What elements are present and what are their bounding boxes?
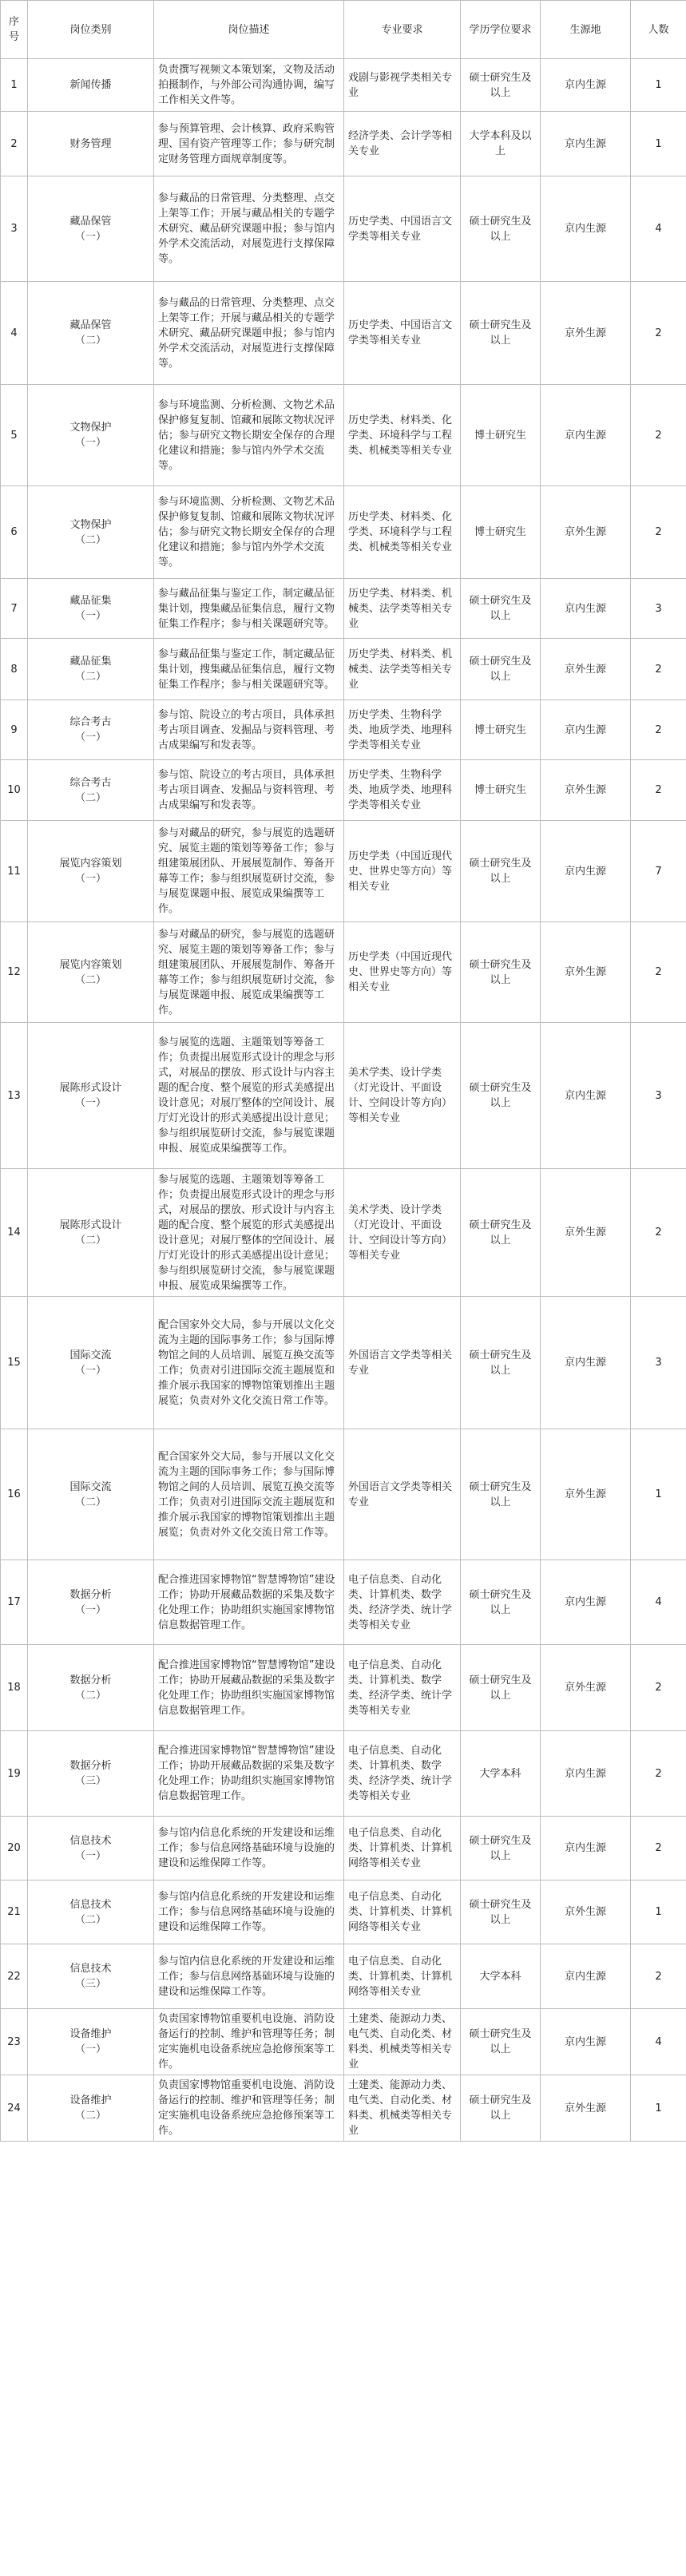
cell-major: 美术学类、设计学类（灯光设计、平面设计、空间设计等方向）等相关专业	[344, 1169, 461, 1297]
cell-description: 参与藏品的日常管理、分类整理、点交上架等工作；开展与藏品相关的专题学术研究、藏品研究课题申报；参与馆内外学术交流活动，对展览进行支撑保障等。	[154, 282, 344, 385]
cell-description: 参与预算管理、会计核算、政府采购管理、国有资产管理等工作；参与研究制定财务管理方面规章制度等。	[154, 112, 344, 176]
table-row	[1, 486, 686, 579]
cell-major: 外国语言文学类等相关专业	[344, 1297, 461, 1429]
cell-description: 参与环境监测、分析检测、文物艺术品保护修复复制、馆藏和展陈文物状况评估；参与研究文物长期安全保存的合理化建议和措施；参与馆内外学术交流等。	[154, 385, 344, 486]
cell-count: 1	[631, 1880, 686, 1944]
cell-major: 电子信息类、自动化类、计算机类、数学类、经济学类、统计学类等相关专业	[344, 1645, 461, 1731]
table-row	[1, 282, 686, 385]
cell-count: 2	[631, 760, 686, 821]
table-row	[1, 922, 686, 1023]
cell-major: 电子信息类、自动化类、计算机类、计算机网络等相关专业	[344, 1817, 461, 1880]
cell-category: 财务管理	[28, 112, 154, 176]
cell-origin: 京内生源	[541, 821, 631, 922]
cell-degree: 硕士研究生及以上	[461, 1880, 541, 1944]
cell-count: 2	[631, 922, 686, 1023]
table-row	[1, 1880, 686, 1944]
cell-major: 历史学类（中国近现代史、世界史等方向）等相关专业	[344, 821, 461, 922]
cell-no: 22	[1, 1944, 28, 2009]
cell-major: 历史学类、生物科学类、地质学类、地理科学类等相关专业	[344, 760, 461, 821]
cell-count: 2	[631, 1645, 686, 1731]
cell-major: 历史学类、生物科学类、地质学类、地理科学类等相关专业	[344, 700, 461, 760]
cell-count: 4	[631, 176, 686, 282]
cell-origin: 京内生源	[541, 385, 631, 486]
cell-category: 藏品征集 （一）	[28, 579, 154, 639]
cell-origin: 京内生源	[541, 579, 631, 639]
cell-origin: 京内生源	[541, 1944, 631, 2009]
cell-major: 历史学类、材料类、化学类、环境科学与工程类、机械类等相关专业	[344, 486, 461, 579]
cell-no: 10	[1, 760, 28, 821]
cell-no: 3	[1, 176, 28, 282]
table-row	[1, 821, 686, 922]
cell-count: 3	[631, 1023, 686, 1169]
header-count: 人数	[631, 1, 686, 59]
table-row	[1, 385, 686, 486]
table-row	[1, 112, 686, 176]
cell-major: 外国语言文学类等相关专业	[344, 1429, 461, 1560]
cell-no: 18	[1, 1645, 28, 1731]
cell-count: 2	[631, 1731, 686, 1817]
table-row	[1, 639, 686, 700]
cell-no: 6	[1, 486, 28, 579]
cell-category: 国际交流 （一）	[28, 1297, 154, 1429]
cell-count: 2	[631, 700, 686, 760]
cell-origin: 京内生源	[541, 112, 631, 176]
cell-category: 信息技术 （一）	[28, 1817, 154, 1880]
cell-no: 7	[1, 579, 28, 639]
cell-major: 历史学类、中国语言文学类等相关专业	[344, 282, 461, 385]
cell-degree: 大学本科	[461, 1731, 541, 1817]
cell-description: 配合推进国家博物馆“智慧博物馆”建设工作；协助开展藏品数据的采集及数字化处理工作；协助组织实施国家博物馆信息数据管理工作。	[154, 1731, 344, 1817]
cell-origin: 京内生源	[541, 1560, 631, 1645]
cell-origin: 京外生源	[541, 639, 631, 700]
cell-degree: 硕士研究生及以上	[461, 821, 541, 922]
cell-count: 7	[631, 821, 686, 922]
cell-degree: 博士研究生	[461, 700, 541, 760]
table-header	[1, 1, 686, 59]
cell-no: 12	[1, 922, 28, 1023]
table-row	[1, 1817, 686, 1880]
cell-origin: 京内生源	[541, 1731, 631, 1817]
header-category: 岗位类别	[28, 1, 154, 59]
cell-major: 电子信息类、自动化类、计算机类、计算机网络等相关专业	[344, 1880, 461, 1944]
table-row	[1, 579, 686, 639]
cell-description: 配合推进国家博物馆“智慧博物馆”建设工作；协助开展藏品数据的采集及数字化处理工作；协助组织实施国家博物馆信息数据管理工作。	[154, 1645, 344, 1731]
cell-major: 电子信息类、自动化类、计算机类、数学类、经济学类、统计学类等相关专业	[344, 1560, 461, 1645]
cell-no: 19	[1, 1731, 28, 1817]
header-degree: 学历学位要求	[461, 1, 541, 59]
cell-major: 历史学类、材料类、机械类、法学类等相关专业	[344, 579, 461, 639]
cell-origin: 京外生源	[541, 1645, 631, 1731]
cell-no: 2	[1, 112, 28, 176]
cell-major: 历史学类、材料类、化学类、环境科学与工程类、机械类等相关专业	[344, 385, 461, 486]
cell-no: 21	[1, 1880, 28, 1944]
table-row	[1, 760, 686, 821]
cell-degree: 硕士研究生及以上	[461, 639, 541, 700]
cell-no: 14	[1, 1169, 28, 1297]
cell-degree: 硕士研究生及以上	[461, 579, 541, 639]
cell-description: 参与馆内信息化系统的开发建设和运维工作；参与信息网络基础环境与设施的建设和运维保障工作等。	[154, 1944, 344, 2009]
cell-degree: 硕士研究生及以上	[461, 59, 541, 112]
cell-no: 11	[1, 821, 28, 922]
cell-origin: 京内生源	[541, 59, 631, 112]
table-row	[1, 1645, 686, 1731]
cell-degree: 硕士研究生及以上	[461, 2075, 541, 2142]
cell-category: 文物保护 （二）	[28, 486, 154, 579]
header-no: 序号	[1, 1, 28, 59]
cell-origin: 京内生源	[541, 1817, 631, 1880]
cell-major: 电子信息类、自动化类、计算机类、数学类、经济学类、统计学类等相关专业	[344, 1731, 461, 1817]
cell-description: 负责撰写视频文本策划案，文物及活动拍摄制作，与外部公司沟通协调，编写工作相关文件等。	[154, 59, 344, 112]
cell-no: 13	[1, 1023, 28, 1169]
cell-description: 参与馆、院设立的考古项目，具体承担考古项目调查、发掘品与资料管理、考古成果编写和发表等。	[154, 760, 344, 821]
cell-degree: 硕士研究生及以上	[461, 922, 541, 1023]
cell-major: 土建类、能源动力类、电气类、自动化类、材料类、机械类等相关专业	[344, 2075, 461, 2142]
cell-description: 参与藏品征集与鉴定工作，制定藏品征集计划，搜集藏品征集信息，履行文物征集工作程序；参与相关课题研究等。	[154, 579, 344, 639]
cell-origin: 京外生源	[541, 1429, 631, 1560]
cell-description: 参与馆内信息化系统的开发建设和运维工作；参与信息网络基础环境与设施的建设和运维保障工作等。	[154, 1817, 344, 1880]
cell-major: 历史学类、材料类、机械类、法学类等相关专业	[344, 639, 461, 700]
cell-degree: 硕士研究生及以上	[461, 1429, 541, 1560]
cell-category: 展览内容策划 （二）	[28, 922, 154, 1023]
cell-category: 展陈形式设计 （一）	[28, 1023, 154, 1169]
cell-degree: 硕士研究生及以上	[461, 1023, 541, 1169]
table-row	[1, 176, 686, 282]
cell-no: 1	[1, 59, 28, 112]
cell-count: 2	[631, 385, 686, 486]
cell-count: 2	[631, 1817, 686, 1880]
cell-description: 负责国家博物馆重要机电设施、消防设备运行的控制、维护和管理等任务；制定实施机电设备系统应急抢修预案等工作。	[154, 2075, 344, 2142]
cell-no: 15	[1, 1297, 28, 1429]
cell-no: 23	[1, 2009, 28, 2075]
cell-origin: 京外生源	[541, 760, 631, 821]
cell-category: 藏品保管 （二）	[28, 282, 154, 385]
cell-count: 1	[631, 2075, 686, 2142]
header-description: 岗位描述	[154, 1, 344, 59]
cell-no: 8	[1, 639, 28, 700]
cell-description: 参与对藏品的研究，参与展览的选题研究、展览主题的策划等筹备工作；参与组建策展团队、开展展览制作、筹备开幕等工作；参与组织展览研讨交流，参与展览课题申报、展览成果编撰等工作。	[154, 922, 344, 1023]
table-row	[1, 1169, 686, 1297]
table-row	[1, 1560, 686, 1645]
cell-major: 戏剧与影视学类相关专业	[344, 59, 461, 112]
cell-no: 16	[1, 1429, 28, 1560]
cell-no: 17	[1, 1560, 28, 1645]
cell-major: 美术学类、设计学类（灯光设计、平面设计、空间设计等方向）等相关专业	[344, 1023, 461, 1169]
table-row	[1, 59, 686, 112]
cell-origin: 京外生源	[541, 282, 631, 385]
cell-description: 负责国家博物馆重要机电设施、消防设备运行的控制、维护和管理等任务；制定实施机电设备系统应急抢修预案等工作。	[154, 2009, 344, 2075]
cell-category: 信息技术 （三）	[28, 1944, 154, 2009]
cell-degree: 大学本科及以上	[461, 112, 541, 176]
cell-no: 24	[1, 2075, 28, 2142]
table-row	[1, 1429, 686, 1560]
table-row	[1, 1944, 686, 2009]
cell-description: 参与对藏品的研究，参与展览的选题研究、展览主题的策划等筹备工作；参与组建策展团队、开展展览制作、筹备开幕等工作；参与组织展览研讨交流，参与展览课题申报、展览成果编撰等工作。	[154, 821, 344, 922]
cell-category: 新闻传播	[28, 59, 154, 112]
cell-description: 参与藏品征集与鉴定工作，制定藏品征集计划，搜集藏品征集信息，履行文物征集工作程序；参与相关课题研究等。	[154, 639, 344, 700]
table-row	[1, 700, 686, 760]
cell-description: 参与藏品的日常管理、分类整理、点交上架等工作；开展与藏品相关的专题学术研究、藏品研究课题申报；参与馆内外学术交流活动，对展览进行支撑保障等。	[154, 176, 344, 282]
cell-description: 参与馆、院设立的考古项目，具体承担考古项目调查、发掘品与资料管理、考古成果编写和发表等。	[154, 700, 344, 760]
cell-major: 经济学类、会计学等相关专业	[344, 112, 461, 176]
cell-category: 数据分析 （一）	[28, 1560, 154, 1645]
cell-category: 数据分析 （二）	[28, 1645, 154, 1731]
cell-origin: 京外生源	[541, 1880, 631, 1944]
cell-count: 1	[631, 1429, 686, 1560]
table-row	[1, 2009, 686, 2075]
cell-degree: 硕士研究生及以上	[461, 1817, 541, 1880]
cell-degree: 硕士研究生及以上	[461, 1560, 541, 1645]
cell-origin: 京内生源	[541, 176, 631, 282]
cell-count: 1	[631, 112, 686, 176]
cell-degree: 硕士研究生及以上	[461, 1297, 541, 1429]
cell-major: 土建类、能源动力类、电气类、自动化类、材料类、机械类等相关专业	[344, 2009, 461, 2075]
cell-no: 5	[1, 385, 28, 486]
cell-count: 3	[631, 579, 686, 639]
cell-origin: 京内生源	[541, 1297, 631, 1429]
cell-count: 4	[631, 1560, 686, 1645]
cell-category: 综合考古 （二）	[28, 760, 154, 821]
cell-description: 配合推进国家博物馆“智慧博物馆”建设工作；协助开展藏品数据的采集及数字化处理工作；协助组织实施国家博物馆信息数据管理工作。	[154, 1560, 344, 1645]
cell-degree: 大学本科	[461, 1944, 541, 2009]
cell-count: 4	[631, 2009, 686, 2075]
cell-count: 2	[631, 486, 686, 579]
cell-degree: 硕士研究生及以上	[461, 1169, 541, 1297]
cell-major: 历史学类、中国语言文学类等相关专业	[344, 176, 461, 282]
cell-origin: 京外生源	[541, 922, 631, 1023]
cell-description: 参与展览的选题、主题策划等筹备工作；负责提出展览形式设计的理念与形式，对展品的摆放、形式设计与内容主题的配合度、整个展览的形式美感提出设计意见；对展厅整体的空间设计、展厅灯光设计的形式美感提出设计意见；参与组织展览研讨交流，参与展览课题申报、展览成果编撰等工作。	[154, 1023, 344, 1169]
cell-origin: 京外生源	[541, 2075, 631, 2142]
cell-degree: 硕士研究生及以上	[461, 1645, 541, 1731]
cell-origin: 京外生源	[541, 486, 631, 579]
header-origin: 生源地	[541, 1, 631, 59]
table-row	[1, 1731, 686, 1817]
cell-category: 设备维护 （二）	[28, 2075, 154, 2142]
cell-major: 电子信息类、自动化类、计算机类、计算机网络等相关专业	[344, 1944, 461, 2009]
cell-origin: 京外生源	[541, 1169, 631, 1297]
header-major: 专业要求	[344, 1, 461, 59]
table-row	[1, 1023, 686, 1169]
cell-major: 历史学类（中国近现代史、世界史等方向）等相关专业	[344, 922, 461, 1023]
cell-category: 国际交流 （二）	[28, 1429, 154, 1560]
cell-degree: 硕士研究生及以上	[461, 282, 541, 385]
cell-degree: 硕士研究生及以上	[461, 2009, 541, 2075]
table-body	[1, 59, 686, 2142]
cell-category: 展览内容策划 （一）	[28, 821, 154, 922]
cell-category: 展陈形式设计 （二）	[28, 1169, 154, 1297]
cell-category: 数据分析 （三）	[28, 1731, 154, 1817]
cell-category: 藏品保管 （一）	[28, 176, 154, 282]
cell-category: 信息技术 （二）	[28, 1880, 154, 1944]
cell-count: 1	[631, 59, 686, 112]
table-row	[1, 1297, 686, 1429]
cell-category: 文物保护 （一）	[28, 385, 154, 486]
cell-category: 设备维护 （一）	[28, 2009, 154, 2075]
cell-description: 配合国家外交大局，参与开展以文化交流为主题的国际事务工作；参与国际博物馆之间的人员培训、展览互换交流等工作；负责对引进国际交流主题展览和推介展示我国家的博物馆策划推出主题展览；负责对外文化交流日常工作等。	[154, 1429, 344, 1560]
cell-origin: 京内生源	[541, 2009, 631, 2075]
cell-category: 藏品征集 （二）	[28, 639, 154, 700]
cell-degree: 博士研究生	[461, 385, 541, 486]
cell-origin: 京内生源	[541, 700, 631, 760]
table-row	[1, 2075, 686, 2142]
cell-count: 2	[631, 1944, 686, 2009]
cell-no: 9	[1, 700, 28, 760]
cell-count: 2	[631, 1169, 686, 1297]
cell-degree: 博士研究生	[461, 760, 541, 821]
cell-category: 综合考古 （一）	[28, 700, 154, 760]
header-row	[1, 1, 686, 59]
cell-description: 参与环境监测、分析检测、文物艺术品保护修复复制、馆藏和展陈文物状况评估；参与研究文物长期安全保存的合理化建议和措施；参与馆内外学术交流等。	[154, 486, 344, 579]
cell-count: 2	[631, 282, 686, 385]
cell-description: 参与展览的选题、主题策划等筹备工作；负责提出展览形式设计的理念与形式，对展品的摆放、形式设计与内容主题的配合度、整个展览的形式美感提出设计意见；对展厅整体的空间设计、展厅灯光设计的形式美感提出设计意见；参与组织展览研讨交流，参与展览课题申报、展览成果编撰等工作。	[154, 1169, 344, 1297]
cell-count: 3	[631, 1297, 686, 1429]
cell-description: 参与馆内信息化系统的开发建设和运维工作；参与信息网络基础环境与设施的建设和运维保障工作等。	[154, 1880, 344, 1944]
cell-description: 配合国家外交大局，参与开展以文化交流为主题的国际事务工作；参与国际博物馆之间的人员培训、展览互换交流等工作；负责对引进国际交流主题展览和推介展示我国家的博物馆策划推出主题展览；负责对外文化交流日常工作等。	[154, 1297, 344, 1429]
cell-no: 20	[1, 1817, 28, 1880]
cell-origin: 京内生源	[541, 1023, 631, 1169]
cell-no: 4	[1, 282, 28, 385]
cell-count: 2	[631, 639, 686, 700]
cell-degree: 博士研究生	[461, 486, 541, 579]
cell-degree: 硕士研究生及以上	[461, 176, 541, 282]
